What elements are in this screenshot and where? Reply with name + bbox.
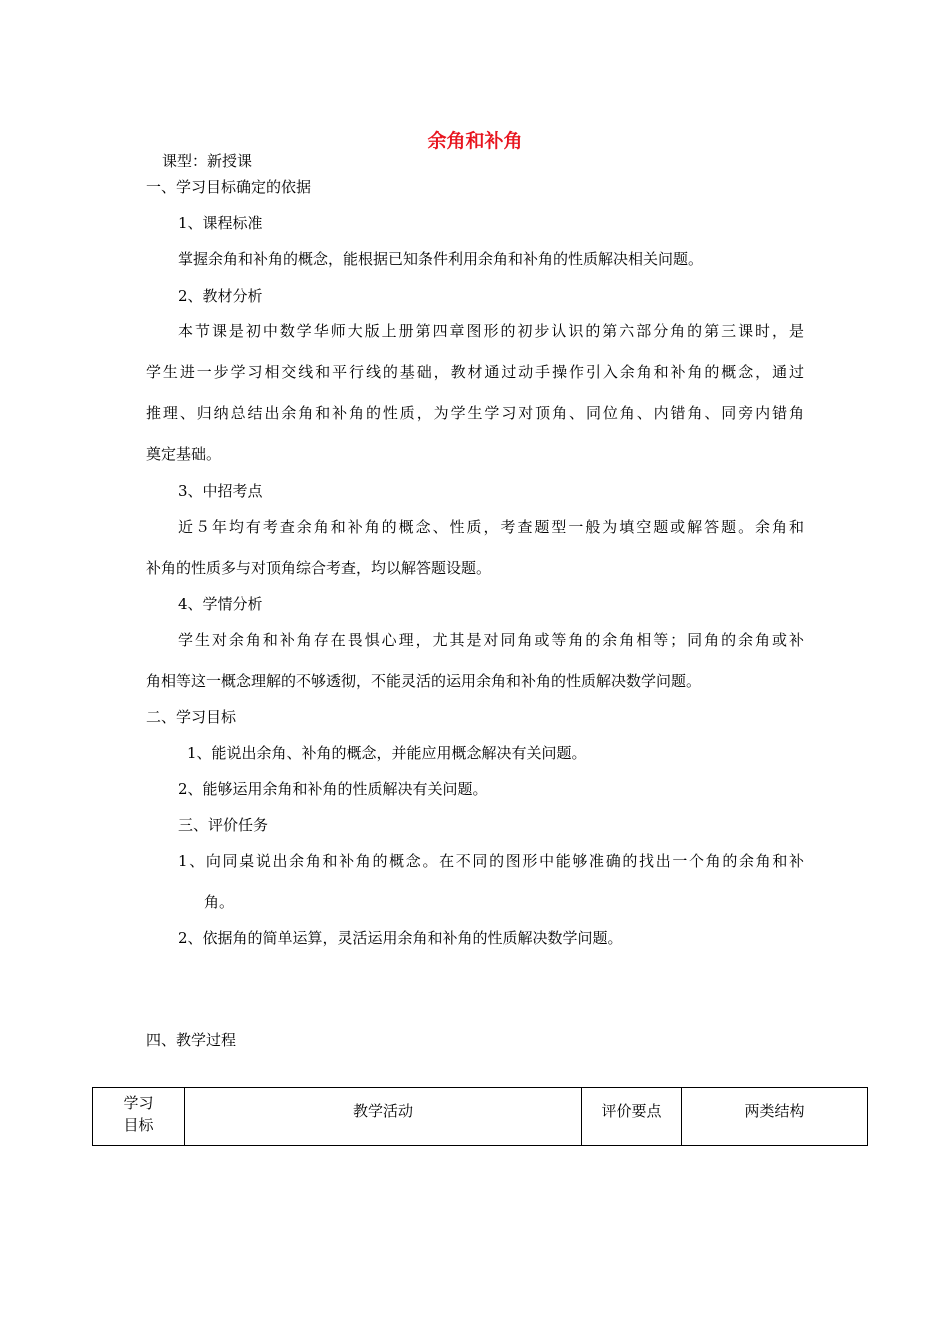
table-header-cell: 两类结构 xyxy=(682,1088,868,1146)
table-header-line: 学习 xyxy=(123,1094,154,1112)
goal-item: 2、能够运用余角和补角的性质解决有关问题。 xyxy=(178,780,488,798)
paragraph-textbook-line: 奠定基础。 xyxy=(146,445,222,463)
subheading-exam-points: 3、中招考点 xyxy=(178,482,263,500)
task-item: 1、向同桌说出余角和补角的概念。在不同的图形中能够准确的找出一个角的余角和补 xyxy=(178,852,804,870)
table-header-cell xyxy=(93,1088,185,1146)
subheading-student-analysis: 4、学情分析 xyxy=(178,595,263,613)
subheading-curriculum: 1、课程标准 xyxy=(178,214,263,232)
goal-item: 1、能说出余角、补角的概念，并能应用概念解决有关问题。 xyxy=(187,744,587,762)
task-item-continued: 角。 xyxy=(204,893,235,911)
paragraph-student-line: 学生对余角和补角存在畏惧心理，尤其是对同角或等角的余角相等；同角的余角或补 xyxy=(178,631,804,649)
task-item: 2、依据角的简单运算，灵活运用余角和补角的性质解决数学问题。 xyxy=(178,929,623,947)
teaching-process-table xyxy=(92,1087,868,1146)
page-title: 余角和补角 xyxy=(427,130,523,152)
section-3-heading: 三、评价任务 xyxy=(178,816,269,834)
section-4-heading: 四、教学过程 xyxy=(146,1031,237,1049)
paragraph-exam-line: 近５年均有考查余角和补角的概念、性质，考查题型一般为填空题或解答题。余角和 xyxy=(178,518,804,536)
table-header-line: 目标 xyxy=(123,1116,154,1134)
paragraph-textbook-line: 学生进一步学习相交线和平行线的基础，教材通过动手操作引入余角和补角的概念，通过 xyxy=(146,363,804,381)
paragraph-curriculum: 掌握余角和补角的概念，能根据已知条件利用余角和补角的性质解决相关问题。 xyxy=(178,250,704,268)
lesson-type: 课型：新授课 xyxy=(162,152,253,170)
table-header-cell: 教学活动 xyxy=(185,1088,582,1146)
section-2-heading: 二、学习目标 xyxy=(146,708,237,726)
paragraph-exam-line: 补角的性质多与对顶角综合考查，均以解答题设题。 xyxy=(146,559,492,577)
table-header-row xyxy=(93,1088,868,1146)
paragraph-student-line: 角相等这一概念理解的不够透彻，不能灵活的运用余角和补角的性质解决数学问题。 xyxy=(146,672,702,690)
paragraph-textbook-line: 本节课是初中数学华师大版上册第四章图形的初步认识的第六部分角的第三课时，是 xyxy=(178,322,804,340)
section-1-heading: 一、学习目标确定的依据 xyxy=(146,178,312,196)
subheading-textbook: 2、教材分析 xyxy=(178,287,263,305)
table-header-cell: 评价要点 xyxy=(582,1088,682,1146)
paragraph-textbook-line: 推理、归纳总结出余角和补角的性质，为学生学习对顶角、同位角、内错角、同旁内错角 xyxy=(146,404,804,422)
